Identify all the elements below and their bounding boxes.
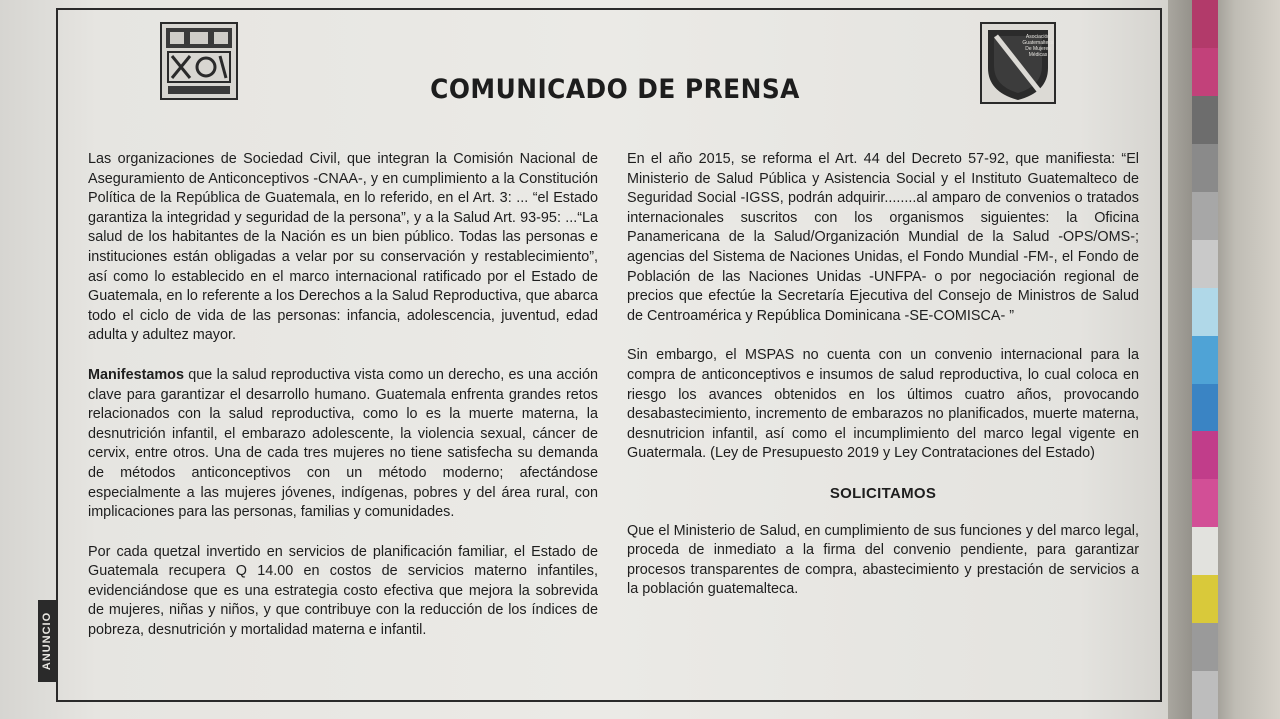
swatch [1192,192,1218,240]
swatch [1192,288,1218,336]
color-registration-strip [1192,0,1218,719]
announcement-tab [38,600,56,682]
request-heading: SOLICITAMOS [829,484,937,502]
announcement-tab-label: ANUNCIO [41,611,53,671]
right-column [627,150,1139,620]
agmm-logo [980,22,1056,104]
svg-text:Médicas: Médicas [1028,52,1048,58]
svg-text:De Mujeres: De Mujeres [1025,46,1051,52]
swatch [1192,623,1218,671]
manifesto-paragraph [88,366,598,523]
swatch [1192,240,1218,288]
page-title: COMUNICADO DE PRENSA [430,74,800,105]
manifesto-lead: Manifestamos [88,366,184,383]
swatch [1192,431,1218,479]
swatch [1192,527,1218,575]
investment-paragraph: Por cada quetzal invertido en servicios de planificación familiar, el Estado de Guatemala recupera Q 14.00 en costos de servicios materno infantiles, evidenciándose que es una estrategia costo efectiva que mejora la sobrevida de mujeres, niñas y niños, y que contribuye con la reducción de los índices de pobreza, desnutrición y mortalidad materna e infantil. [88,543,598,639]
left-column [88,150,598,661]
intro-paragraph: Las organizaciones de Sociedad Civil, que integran la Comisión Nacional de Aseguramiento de Anticonceptivos -CNAA-, y en cumplimiento a la Constitución Política de la República de Guatemala, en lo referido, en el Art. 3: ... “el Estado garantiza la integridad y seguridad de la persona”, y a la Salud Art. 93-95: ...“La salud de los habitantes de la Nación es un bien público. Todas las personas e instituciones están obligadas a velar por su conservación y restablecimiento”, así como lo establecido en el marco internacional ratificado por el Estado de Guatemala, en lo referente a los Derechos a la Salud Reproductiva, que abarca todo el ciclo de vida de las personas: infancia, adolescencia, juventud, edad adulta y adultez mayor. [88,151,598,344]
svg-text:Guatemalteca: Guatemalteca [1022,40,1054,46]
swatch [1192,671,1218,719]
cnaa-logo [160,22,238,100]
swatch [1192,48,1218,96]
swatch [1192,0,1218,48]
reform-paragraph: En el año 2015, se reforma el Art. 44 del Decreto 57-92, que manifiesta: “El Ministerio de Salud Pública y Asistencia Social y el Instituto Guatemalteco de Seguridad Social -IGSS, podrán adquirir........al amparo de convenios o tratados internacionales suscritos con los organismos siguientes: la Oficina Panamericana de la Salud/Organización Mundial de la Salud -OPS/OMS-; agencias del Sistema de Naciones Unidas, el Fondo Mundial -FM-, el Fondo de Población de las Naciones Unidas -UNFPA- o por negociación regional de precios que efectúe la Secretaría Ejecutiva del Consejo de Ministros de Salud de Centroamérica y República Dominicana -SE-COMISCA- ” [627,151,1139,324]
swatch [1192,384,1218,432]
page-edge [1168,0,1280,719]
swatch [1192,479,1218,527]
swatch [1192,144,1218,192]
request-paragraph: Que el Ministerio de Salud, en cumplimiento de sus funciones y del marco legal, proceda de inmediato a la firma del convenio pendiente, para garantizar procesos transparentes de compra, abastecimiento y prestación de servicios a la población guatemalteca. [627,522,1139,598]
manifesto-text: que la salud reproductiva vista como un derecho, es una acción clave para garantizar el desarrollo humano. Guatemala enfrenta grandes retos relacionados con la salud reproductiva, como lo es la muerte materna, la desnutrición infantil, el embarazo adolescente, la violencia sexual, cáncer de cervix, entre otros. Una de cada tres mujeres no tiene satisfecha su demanda de métodos anticonceptivos con un método moderno; afectándose especialmente a las mujeres jóvenes, indígenas, pobres y del área rural, con implicaciones para las personas, familias y comunidades. [88,366,598,521]
swatch [1192,575,1218,623]
svg-text:Asociación: Asociación [1025,34,1051,40]
swatch [1192,336,1218,384]
swatch [1192,96,1218,144]
mspas-paragraph: Sin embargo, el MSPAS no cuenta con un convenio internacional para la compra de anticonceptivos e insumos de salud reproductiva, lo cual coloca en riesgo los avances obtenidos en los últimos cuatro años, provocando desabastecimiento, incremento de embarazos no planificados, muerte materna, desnutricion infantil, así como el incumplimiento del marco legal vigente en Guatermala. (Ley de Presupuesto 2019 y Ley Contrataciones del Estado) [627,347,1139,462]
